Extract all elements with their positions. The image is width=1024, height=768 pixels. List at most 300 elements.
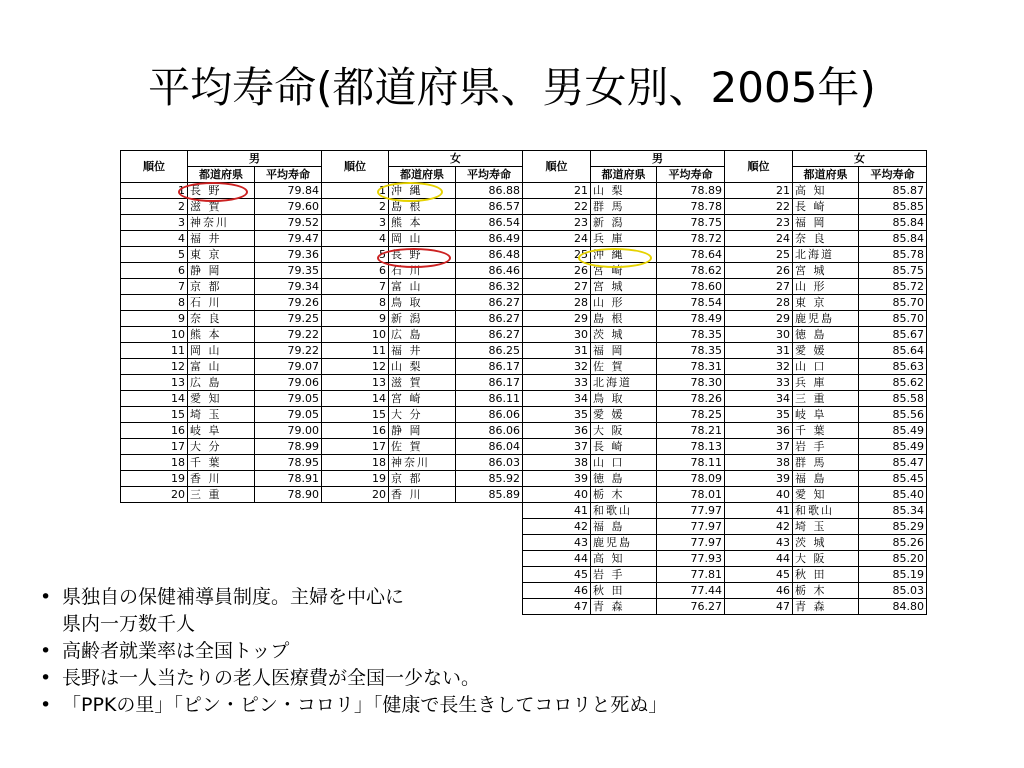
male-rank: 13 [121,375,188,391]
male-life-expectancy: 79.07 [255,359,322,375]
male-prefecture: 福 岡 [591,343,657,359]
female-prefecture: 島 根 [389,199,456,215]
male-rank: 17 [121,439,188,455]
bullet-text: 県独自の保健補導員制度。主婦を中心に [62,586,405,608]
male-life-expectancy: 78.31 [657,359,725,375]
ranking-table-rest [522,150,927,615]
female-rank: 13 [322,375,389,391]
bullet-text: 「PPKの里」「ピン・ピン・コロリ」「健康で長生きしてコロリと死ぬ」 [62,694,668,716]
male-prefecture: 宮 城 [591,279,657,295]
male-rank: 3 [121,215,188,231]
male-life-expectancy: 77.44 [657,583,725,599]
male-life-expectancy: 78.54 [657,295,725,311]
table-row [523,487,927,503]
male-prefecture: 山 口 [591,455,657,471]
male-life-expectancy: 78.13 [657,439,725,455]
table-row [523,375,927,391]
female-life-expectancy: 86.06 [456,407,523,423]
female-life-expectancy: 85.45 [859,471,927,487]
male-prefecture: 岩 手 [591,567,657,583]
female-life-expectancy: 86.25 [456,343,523,359]
male-life-expectancy: 79.05 [255,391,322,407]
male-prefecture: 栃 木 [591,487,657,503]
female-life-expectancy: 85.29 [859,519,927,535]
female-prefecture: 京 都 [389,471,456,487]
female-prefecture: 千 葉 [793,423,859,439]
table-row [121,327,523,343]
male-rank: 25 [523,247,591,263]
female-life-expectancy: 85.84 [859,231,927,247]
male-prefecture: 石 川 [188,295,255,311]
male-rank: 29 [523,311,591,327]
male-life-expectancy: 78.25 [657,407,725,423]
male-life-expectancy: 79.36 [255,247,322,263]
female-prefecture: 山 口 [793,359,859,375]
female-life-expectancy: 85.56 [859,407,927,423]
female-prefecture: 茨 城 [793,535,859,551]
female-life-expectancy: 86.46 [456,263,523,279]
male-rank: 5 [121,247,188,263]
male-rank: 19 [121,471,188,487]
female-rank: 23 [725,215,793,231]
bullet-item [34,584,667,638]
male-prefecture: 奈 良 [188,311,255,327]
male-rank: 28 [523,295,591,311]
table-row [523,199,927,215]
table-row [523,423,927,439]
male-life-expectancy: 78.78 [657,199,725,215]
female-life-expectancy: 85.89 [456,487,523,503]
female-rank: 38 [725,455,793,471]
table-row [523,247,927,263]
female-prefecture: 滋 賀 [389,375,456,391]
bullet-item [34,692,667,719]
table-row [121,343,523,359]
female-life-expectancy: 85.87 [859,183,927,199]
male-rank: 32 [523,359,591,375]
male-rank: 9 [121,311,188,327]
male-life-expectancy: 78.26 [657,391,725,407]
male-prefecture: 島 根 [591,311,657,327]
male-life-expectancy: 79.06 [255,375,322,391]
male-rank: 24 [523,231,591,247]
female-life-expectancy: 86.06 [456,423,523,439]
male-life-expectancy: 78.72 [657,231,725,247]
female-life-expectancy: 85.67 [859,327,927,343]
female-prefecture: 石 川 [389,263,456,279]
female-prefecture: 福 井 [389,343,456,359]
table-row [523,567,927,583]
female-life-expectancy: 86.54 [456,215,523,231]
male-rank: 34 [523,391,591,407]
male-rank: 42 [523,519,591,535]
male-prefecture: 福 島 [591,519,657,535]
male-rank: 10 [121,327,188,343]
female-prefecture: 山 形 [793,279,859,295]
table-row [523,535,927,551]
header-row [523,151,927,167]
female-rank: 7 [322,279,389,295]
table-row [121,247,523,263]
table-row [121,215,523,231]
table-row [121,183,523,199]
female-life-expectancy: 86.27 [456,295,523,311]
female-rank: 9 [322,311,389,327]
female-life-expectancy: 85.19 [859,567,927,583]
header-rank: 順位 [121,151,188,183]
male-rank: 39 [523,471,591,487]
male-rank: 41 [523,503,591,519]
table-row [121,263,523,279]
male-prefecture: 秋 田 [591,583,657,599]
male-rank: 16 [121,423,188,439]
female-rank: 32 [725,359,793,375]
table-row [523,279,927,295]
header-female: 女 [389,151,523,167]
male-prefecture: 愛 知 [188,391,255,407]
female-rank: 16 [322,423,389,439]
male-life-expectancy: 79.84 [255,183,322,199]
male-rank: 2 [121,199,188,215]
male-rank: 4 [121,231,188,247]
female-prefecture: 長 崎 [793,199,859,215]
female-prefecture: 宮 城 [793,263,859,279]
female-prefecture: 鳥 取 [389,295,456,311]
female-rank: 20 [322,487,389,503]
female-life-expectancy: 86.27 [456,327,523,343]
female-life-expectancy: 85.03 [859,583,927,599]
female-life-expectancy: 85.84 [859,215,927,231]
male-prefecture: 広 島 [188,375,255,391]
table-row [523,311,927,327]
table-row [121,439,523,455]
female-life-expectancy: 85.58 [859,391,927,407]
male-life-expectancy: 78.21 [657,423,725,439]
female-rank: 8 [322,295,389,311]
female-rank: 5 [322,247,389,263]
table-row [523,231,927,247]
male-rank: 47 [523,599,591,615]
female-prefecture: 和歌山 [793,503,859,519]
male-prefecture: 京 都 [188,279,255,295]
female-prefecture: 広 島 [389,327,456,343]
male-rank: 30 [523,327,591,343]
female-rank: 29 [725,311,793,327]
female-rank: 24 [725,231,793,247]
female-life-expectancy: 85.92 [456,471,523,487]
male-life-expectancy: 79.47 [255,231,322,247]
male-rank: 8 [121,295,188,311]
female-rank: 30 [725,327,793,343]
female-life-expectancy: 85.34 [859,503,927,519]
female-life-expectancy: 85.85 [859,199,927,215]
male-rank: 7 [121,279,188,295]
female-rank: 11 [322,343,389,359]
male-prefecture: 兵 庫 [591,231,657,247]
female-life-expectancy: 85.63 [859,359,927,375]
female-rank: 37 [725,439,793,455]
bullet-dot: • [40,667,52,689]
female-life-expectancy: 85.49 [859,423,927,439]
male-life-expectancy: 79.05 [255,407,322,423]
table-row [523,183,927,199]
male-life-expectancy: 78.75 [657,215,725,231]
female-rank: 44 [725,551,793,567]
female-life-expectancy: 86.27 [456,311,523,327]
male-prefecture: 長 崎 [591,439,657,455]
female-prefecture: 北海道 [793,247,859,263]
male-rank: 23 [523,215,591,231]
male-life-expectancy: 77.81 [657,567,725,583]
female-prefecture: 高 知 [793,183,859,199]
female-prefecture: 愛 知 [793,487,859,503]
table-row [523,551,927,567]
female-prefecture: 沖 縄 [389,183,456,199]
female-prefecture: 香 川 [389,487,456,503]
female-rank: 46 [725,583,793,599]
male-rank: 31 [523,343,591,359]
female-rank: 33 [725,375,793,391]
header-male: 男 [591,151,725,167]
female-rank: 3 [322,215,389,231]
female-life-expectancy: 85.26 [859,535,927,551]
female-prefecture: 秋 田 [793,567,859,583]
male-rank: 35 [523,407,591,423]
female-life-expectancy: 86.03 [456,455,523,471]
table-row [523,215,927,231]
female-rank: 27 [725,279,793,295]
male-life-expectancy: 79.22 [255,327,322,343]
female-rank: 21 [725,183,793,199]
male-life-expectancy: 79.00 [255,423,322,439]
table-row [121,359,523,375]
table-row [121,375,523,391]
female-rank: 36 [725,423,793,439]
male-rank: 44 [523,551,591,567]
female-prefecture: 岡 山 [389,231,456,247]
slide-title: 平均寿命(都道府県、男女別、2005年) [148,63,876,112]
male-prefecture: 岐 阜 [188,423,255,439]
female-prefecture: 埼 玉 [793,519,859,535]
male-prefecture: 和歌山 [591,503,657,519]
table-row [121,407,523,423]
female-prefecture: 三 重 [793,391,859,407]
male-rank: 46 [523,583,591,599]
female-life-expectancy: 85.70 [859,311,927,327]
female-life-expectancy: 86.32 [456,279,523,295]
table-row [121,279,523,295]
male-rank: 27 [523,279,591,295]
female-rank: 22 [725,199,793,215]
male-prefecture: 埼 玉 [188,407,255,423]
female-rank: 25 [725,247,793,263]
table-row [523,359,927,375]
female-prefecture: 東 京 [793,295,859,311]
table-row [523,503,927,519]
header-row [121,151,523,167]
table-row [121,471,523,487]
female-prefecture: 山 梨 [389,359,456,375]
male-prefecture: 青 森 [591,599,657,615]
female-life-expectancy: 86.17 [456,359,523,375]
female-prefecture: 福 島 [793,471,859,487]
table-row [121,455,523,471]
male-prefecture: 新 潟 [591,215,657,231]
male-prefecture: 沖 縄 [591,247,657,263]
female-prefecture: 徳 島 [793,327,859,343]
female-rank: 47 [725,599,793,615]
male-prefecture: 愛 媛 [591,407,657,423]
female-rank: 17 [322,439,389,455]
female-prefecture: 熊 本 [389,215,456,231]
table-row [121,423,523,439]
female-life-expectancy: 85.64 [859,343,927,359]
male-life-expectancy: 77.97 [657,535,725,551]
male-rank: 12 [121,359,188,375]
header-life: 平均寿命 [456,167,523,183]
female-rank: 15 [322,407,389,423]
male-life-expectancy: 78.11 [657,455,725,471]
header-rank: 順位 [523,151,591,183]
male-life-expectancy: 78.64 [657,247,725,263]
female-rank: 2 [322,199,389,215]
table-row [523,327,927,343]
male-prefecture: 高 知 [591,551,657,567]
male-life-expectancy: 78.35 [657,327,725,343]
male-life-expectancy: 78.09 [657,471,725,487]
female-prefecture: 兵 庫 [793,375,859,391]
female-rank: 28 [725,295,793,311]
bullet-dot: • [40,640,52,662]
table-row [523,263,927,279]
male-life-expectancy: 78.62 [657,263,725,279]
female-rank: 14 [322,391,389,407]
male-prefecture: 富 山 [188,359,255,375]
female-rank: 26 [725,263,793,279]
male-prefecture: 香 川 [188,471,255,487]
male-prefecture: 福 井 [188,231,255,247]
table-row [523,439,927,455]
female-prefecture: 岐 阜 [793,407,859,423]
male-life-expectancy: 78.30 [657,375,725,391]
female-life-expectancy: 85.75 [859,263,927,279]
header-pref: 都道府県 [793,167,859,183]
male-rank: 18 [121,455,188,471]
female-life-expectancy: 84.80 [859,599,927,615]
header-pref: 都道府県 [188,167,255,183]
female-prefecture: 栃 木 [793,583,859,599]
male-prefecture: 宮 崎 [591,263,657,279]
table-body-right [523,151,927,615]
female-life-expectancy: 85.49 [859,439,927,455]
header-male: 男 [188,151,322,167]
male-prefecture: 岡 山 [188,343,255,359]
female-rank: 1 [322,183,389,199]
table-row [121,311,523,327]
male-life-expectancy: 78.90 [255,487,322,503]
female-life-expectancy: 85.70 [859,295,927,311]
female-prefecture: 群 馬 [793,455,859,471]
female-life-expectancy: 86.11 [456,391,523,407]
bullet-text: 高齢者就業率は全国トップ [62,640,290,662]
male-prefecture: 千 葉 [188,455,255,471]
female-prefecture: 長 野 [389,247,456,263]
bullet-dot: • [40,586,52,608]
male-rank: 6 [121,263,188,279]
male-rank: 14 [121,391,188,407]
header-pref: 都道府県 [591,167,657,183]
header-rank: 順位 [725,151,793,183]
table-row [523,407,927,423]
table-row [121,487,523,503]
table-row [121,391,523,407]
male-prefecture: 大 阪 [591,423,657,439]
male-life-expectancy: 78.60 [657,279,725,295]
female-prefecture: 青 森 [793,599,859,615]
male-life-expectancy: 79.25 [255,311,322,327]
male-prefecture: 山 梨 [591,183,657,199]
male-life-expectancy: 77.93 [657,551,725,567]
male-life-expectancy: 79.22 [255,343,322,359]
female-prefecture: 愛 媛 [793,343,859,359]
male-life-expectancy: 79.60 [255,199,322,215]
female-prefecture: 新 潟 [389,311,456,327]
male-life-expectancy: 78.99 [255,439,322,455]
male-prefecture: 茨 城 [591,327,657,343]
male-rank: 1 [121,183,188,199]
male-life-expectancy: 77.97 [657,519,725,535]
female-prefecture: 福 岡 [793,215,859,231]
female-rank: 40 [725,487,793,503]
table-row [523,519,927,535]
table-row [121,231,523,247]
male-prefecture: 大 分 [188,439,255,455]
male-rank: 37 [523,439,591,455]
female-life-expectancy: 86.04 [456,439,523,455]
bullet-item [34,638,667,665]
female-rank: 31 [725,343,793,359]
male-life-expectancy: 78.35 [657,343,725,359]
female-life-expectancy: 85.78 [859,247,927,263]
male-prefecture: 長 野 [188,183,255,199]
female-prefecture: 静 岡 [389,423,456,439]
male-life-expectancy: 79.26 [255,295,322,311]
male-life-expectancy: 79.35 [255,263,322,279]
female-life-expectancy: 86.57 [456,199,523,215]
male-rank: 20 [121,487,188,503]
female-prefecture: 奈 良 [793,231,859,247]
female-rank: 42 [725,519,793,535]
female-rank: 12 [322,359,389,375]
header-rank: 順位 [322,151,389,183]
female-rank: 6 [322,263,389,279]
header-pref: 都道府県 [389,167,456,183]
male-life-expectancy: 78.49 [657,311,725,327]
female-life-expectancy: 86.48 [456,247,523,263]
female-rank: 41 [725,503,793,519]
table-row [523,343,927,359]
female-rank: 45 [725,567,793,583]
table-row [523,471,927,487]
header-life: 平均寿命 [657,167,725,183]
male-rank: 22 [523,199,591,215]
female-rank: 4 [322,231,389,247]
female-life-expectancy: 86.17 [456,375,523,391]
male-rank: 36 [523,423,591,439]
male-life-expectancy: 78.01 [657,487,725,503]
female-rank: 39 [725,471,793,487]
male-life-expectancy: 76.27 [657,599,725,615]
